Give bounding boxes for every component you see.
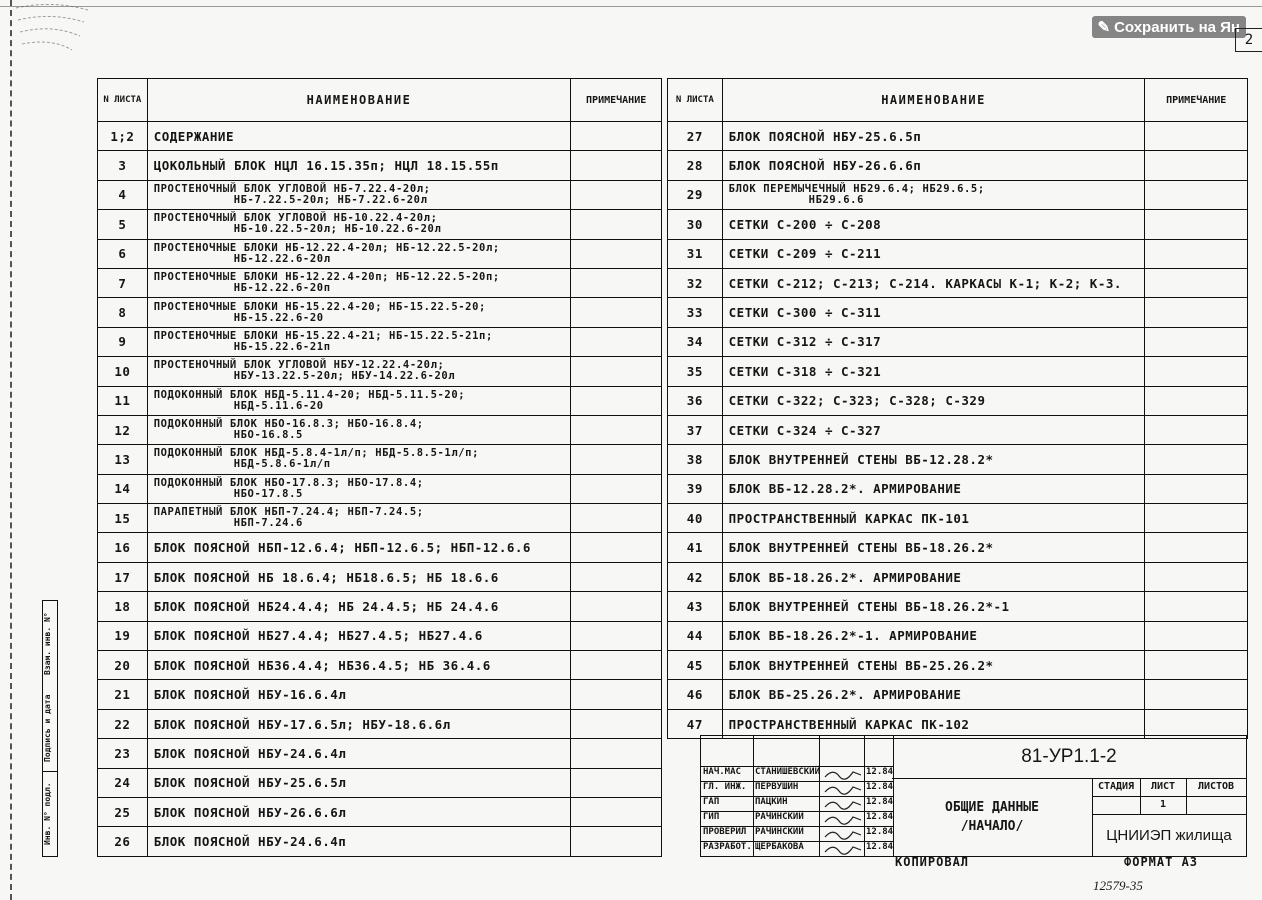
sheet-title: БЛОК ВБ-25.26.2*. АРМИРОВАНИЕ: [722, 680, 1145, 709]
staff-name: РАЧИНСКИЙ: [755, 827, 804, 837]
sheet-title: БЛОК ВНУТРЕННЕЙ СТЕНЫ ВБ-25.26.2*: [722, 651, 1145, 680]
sheet-title-line-1: ПОДОКОННЫЙ БЛОК НБО-16.8.3; НБО-16.8.4;: [153, 418, 424, 431]
sheet-title: БЛОК ПОЯСНОЙ НБП-12.6.4; НБП-12.6.5; НБП-12.6.6: [147, 533, 571, 562]
sheet-title: БЛОК ПОЯСНОЙ НБУ-25.6.5л: [147, 768, 571, 797]
signature-scribble: [823, 798, 863, 810]
sheet-note: [1145, 533, 1248, 562]
sheet-number: 42: [668, 562, 723, 591]
desc-line-1: ОБЩИЕ ДАННЫЕ: [945, 800, 1039, 815]
table-row: [98, 357, 662, 386]
table-row: [98, 768, 662, 797]
sheet-title-line-2: НБП-7.24.6: [233, 517, 303, 530]
staff-name: ПЕРВУШИН: [755, 782, 799, 792]
table-row: [98, 415, 662, 444]
title-block: [700, 735, 1248, 855]
sheet-title: СЕТКИ С-300 ÷ С-311: [722, 298, 1145, 327]
approval-sidebar: [42, 600, 58, 857]
sheet-number: 33: [668, 298, 723, 327]
table-row: [668, 180, 1248, 209]
sheets-label: ЛИСТОВ: [1186, 778, 1246, 797]
sheet-number: 37: [668, 415, 723, 444]
staff-date: 12.84: [866, 842, 894, 852]
staff-name: РАЧИНСКИЙ: [755, 812, 804, 822]
sheet-title: БЛОК ПОЯСНОЙ НБ 18.6.4; НБ18.6.5; НБ 18.6.6: [147, 562, 571, 591]
table-row: [98, 592, 662, 621]
staff-name: ЩЕРБАКОВА: [755, 842, 804, 852]
sheet-number: 11: [98, 386, 148, 415]
sheet-title-line-1: ПОДОКОННЫЙ БЛОК НБД-5.8.4-1л/п; НБД-5.8.5-1л/п;: [153, 447, 480, 460]
sheet-number: 8: [98, 298, 148, 327]
sheet-note: [571, 621, 662, 650]
sheets-value: [1186, 796, 1246, 814]
sheet-title-line-1: ПРОСТЕНОЧНЫЙ БЛОК УГЛОВОЙ НБУ-12.22.4-20л;: [153, 359, 445, 372]
sheet-title-line-2: НБ-10.22.5-20л; НБ-10.22.6-20л: [233, 223, 442, 236]
sheet-note: [571, 268, 662, 297]
staff-role: НАЧ.МАС: [703, 767, 741, 777]
table-row: [98, 298, 662, 327]
sheet-note: [1145, 562, 1248, 591]
sheet-note: [571, 739, 662, 768]
sheet-number: 44: [668, 621, 723, 650]
sheet-number: 24: [98, 768, 148, 797]
col-name: НАИМЕНОВАНИЕ: [147, 79, 571, 122]
sheet-number: 35: [668, 357, 723, 386]
staff-date: 12.84: [866, 782, 894, 792]
sheet-title-line-2: НБ-15.22.6-21п: [233, 340, 331, 353]
table-row: [668, 357, 1248, 386]
sheet-title: БЛОК ВНУТРЕННЕЙ СТЕНЫ ВБ-18.26.2*: [722, 533, 1145, 562]
sheet-title: [147, 327, 571, 356]
sheet-title-line-1: ПРОСТЕНОЧНЫЕ БЛОКИ НБ-12.22.4-20п; НБ-12.22.5-20п;: [153, 271, 500, 284]
staff-role: ГАП: [703, 797, 720, 807]
sheet-title-line-2: НБ29.6.6: [808, 193, 865, 206]
col-name: НАИМЕНОВАНИЕ: [722, 79, 1145, 122]
sheet-number: 7: [98, 268, 148, 297]
sheet-title: [147, 445, 571, 474]
signature-scribble: [823, 768, 863, 780]
sheet-title: СЕТКИ С-312 ÷ С-317: [722, 327, 1145, 356]
sheet-number: 17: [98, 562, 148, 591]
staff-date: 12.84: [866, 797, 894, 807]
table-row: [668, 562, 1248, 591]
sheet-title: [147, 415, 571, 444]
sheet-title: СЕТКИ С-324 ÷ С-327: [722, 415, 1145, 444]
sheet-title-line-1: ПРОСТЕНОЧНЫЕ БЛОКИ НБ-12.22.4-20л; НБ-12.22.5-20л;: [153, 241, 500, 254]
sheet-title-line-1: ПОДОКОННЫЙ БЛОК НБД-5.11.4-20; НБД-5.11.5-20;: [153, 388, 466, 401]
sheet-title: [722, 180, 1145, 209]
sidebar-inv-number: Взам. инв. N°: [43, 612, 52, 675]
table-row: [98, 180, 662, 209]
sheet-number: 45: [668, 651, 723, 680]
staff-date: 12.84: [866, 812, 894, 822]
sheet-number: 28: [668, 151, 723, 180]
table-row: [668, 151, 1248, 180]
organization: ЦНИИЭП жилища: [1092, 814, 1246, 857]
sheet-note: [1145, 298, 1248, 327]
sheet-number: 25: [98, 797, 148, 826]
table-row: [98, 562, 662, 591]
sheet-title-line-1: ПРОСТЕНОЧНЫЕ БЛОКИ НБ-15.22.4-21; НБ-15.22.5-21п;: [153, 329, 493, 342]
sheet-title: БЛОК ПОЯСНОЙ НБУ-25.6.5п: [722, 122, 1145, 151]
document-code: 81-УР1.1-2: [892, 736, 1246, 779]
table-row: [98, 827, 662, 856]
sidebar-original-inv: Инв. N° подл.: [43, 771, 57, 857]
sheet-title: [147, 268, 571, 297]
sheet-value: 1: [1140, 796, 1187, 814]
staff-role: РАЗРАБОТ.: [703, 842, 752, 852]
sheet-number: 21: [98, 680, 148, 709]
sheet-number: 47: [668, 709, 723, 738]
sheet-number: 46: [668, 680, 723, 709]
sheet-note: [1145, 415, 1248, 444]
table-row: [98, 739, 662, 768]
sheet-number: 41: [668, 533, 723, 562]
sheet-number: 40: [668, 504, 723, 533]
sheet-note: [1145, 386, 1248, 415]
sheet-note: [571, 210, 662, 239]
sheet-note: [1145, 327, 1248, 356]
col-sheet-number: N ЛИСТА: [98, 79, 148, 122]
table-row: [668, 592, 1248, 621]
inventory-number: 12579-35: [1093, 878, 1143, 893]
staff-date: 12.84: [866, 767, 894, 777]
sheet-number: 16: [98, 533, 148, 562]
table-row: [98, 797, 662, 826]
table-header-row: [98, 79, 662, 122]
sheet-number: 15: [98, 504, 148, 533]
sheet-number: 9: [98, 327, 148, 356]
sheet-title-line-2: НБ-12.22.6-20п: [233, 282, 331, 295]
grid-divider: [864, 736, 865, 856]
col-sheet-number: N ЛИСТА: [668, 79, 723, 122]
table-row: [668, 298, 1248, 327]
sheet-title-line-1: ПРОСТЕНОЧНЫЕ БЛОКИ НБ-15.22.4-20; НБ-15.22.5-20;: [153, 300, 486, 313]
sheet-title: [147, 239, 571, 268]
signature-scribble: [823, 828, 863, 840]
staff-date: 12.84: [866, 827, 894, 837]
table-row: [98, 445, 662, 474]
sheet-number: 43: [668, 592, 723, 621]
sheet-title: БЛОК ПОЯСНОЙ НБУ-26.6.6п: [722, 151, 1145, 180]
table-row: [668, 386, 1248, 415]
sheet-note: [571, 180, 662, 209]
sheet-title: БЛОК ПОЯСНОЙ НБУ-16.6.4л: [147, 680, 571, 709]
contents-table-right: [667, 78, 1248, 739]
table-row: [668, 621, 1248, 650]
sheet-title: [147, 386, 571, 415]
sheet-title: ПРОСТРАНСТВЕННЫЙ КАРКАС ПК-102: [722, 709, 1145, 738]
sheet-title-line-1: ПАРАПЕТНЫЙ БЛОК НБП-7.24.4; НБП-7.24.5;: [153, 506, 424, 519]
save-to-yandex-button[interactable]: ✎ Сохранить на Ян: [1092, 16, 1246, 38]
sheet-number: 20: [98, 651, 148, 680]
sheet-title-line-2: НБ-12.22.6-20л: [233, 252, 331, 265]
sheet-title: СОДЕРЖАНИЕ: [147, 122, 571, 151]
sheet-title: [147, 180, 571, 209]
sheet-number: 14: [98, 474, 148, 503]
sheet-title: СЕТКИ С-322; С-323; С-328; С-329: [722, 386, 1145, 415]
sheet-number: 39: [668, 474, 723, 503]
sheet-title-line-2: НБО-16.8.5: [233, 429, 303, 442]
sheet-note: [571, 768, 662, 797]
table-row: [98, 504, 662, 533]
sheet-title: СЕТКИ С-318 ÷ С-321: [722, 357, 1145, 386]
sheet-number: 38: [668, 445, 723, 474]
sheet-title: БЛОК ВНУТРЕННЕЙ СТЕНЫ ВБ-18.26.2*-1: [722, 592, 1145, 621]
signature-scribble: [823, 783, 863, 795]
sheet-note: [571, 709, 662, 738]
sheet-top-edge: [0, 6, 1262, 7]
signature-scribble: [823, 843, 863, 855]
copied-by-label: КОПИРОВАЛ: [895, 855, 970, 869]
sheet-number-corner: 2: [1235, 28, 1262, 52]
grid-divider: [819, 736, 820, 856]
sheet-title-line-2: НБО-17.8.5: [233, 487, 303, 500]
table-row: [98, 151, 662, 180]
stage-value: [1092, 796, 1141, 814]
sheet-note: [571, 680, 662, 709]
table-row: [98, 327, 662, 356]
table-row: [668, 415, 1248, 444]
sheet-note: [1145, 592, 1248, 621]
sheet-number: 6: [98, 239, 148, 268]
sheet-title: БЛОК ВБ-18.26.2*. АРМИРОВАНИЕ: [722, 562, 1145, 591]
sheet-note: [571, 562, 662, 591]
sheet-title: [147, 357, 571, 386]
table-row: [98, 533, 662, 562]
table-row: [98, 474, 662, 503]
staff-role: ГЛ. ИНЖ.: [703, 782, 747, 792]
sheet-note: [1145, 474, 1248, 503]
sheet-title: БЛОК ВНУТРЕННЕЙ СТЕНЫ ВБ-12.28.2*: [722, 445, 1145, 474]
staff-role: ПРОВЕРИЛ: [703, 827, 747, 837]
sheet-note: [571, 651, 662, 680]
sheet-title: БЛОК ПОЯСНОЙ НБУ-24.6.4п: [147, 827, 571, 856]
sheet-number: 23: [98, 739, 148, 768]
sheet-title-line-2: НБ-15.22.6-20: [233, 311, 324, 324]
table-row: [668, 268, 1248, 297]
table-row: [668, 210, 1248, 239]
sheet-number: 29: [668, 180, 723, 209]
sheet-note: [571, 533, 662, 562]
table-row: [98, 709, 662, 738]
sheet-note: [571, 474, 662, 503]
sheet-number: 1;2: [98, 122, 148, 151]
sheet-note: [571, 386, 662, 415]
sheet-note: [571, 504, 662, 533]
sheet-note: [1145, 621, 1248, 650]
sheet-number: 26: [98, 827, 148, 856]
sheet-title: БЛОК ПОЯСНОЙ НБУ-17.6.5л; НБУ-18.6.6л: [147, 709, 571, 738]
sheet-note: [1145, 357, 1248, 386]
stage-sheet-block: [1092, 778, 1246, 814]
table-row: [98, 621, 662, 650]
save-icon: ✎: [1097, 19, 1111, 36]
sheet-number: 34: [668, 327, 723, 356]
sheet-note: [571, 357, 662, 386]
sheet-note: [571, 151, 662, 180]
sheet-number: 12: [98, 415, 148, 444]
sheet-number: 19: [98, 621, 148, 650]
sheet-title-line-2: НБУ-13.22.5-20л; НБУ-14.22.6-20л: [233, 370, 456, 383]
binding-edge: [10, 0, 14, 900]
sheet-note: [571, 797, 662, 826]
table-row: [98, 122, 662, 151]
staff-role: ГИП: [703, 812, 720, 822]
sheet-note: [571, 445, 662, 474]
sheet-note: [1145, 122, 1248, 151]
sheet-number: 30: [668, 210, 723, 239]
title-main: [892, 735, 1247, 857]
table-row: [668, 445, 1248, 474]
sheet-title: [147, 474, 571, 503]
sheet-number: 3: [98, 151, 148, 180]
sheet-note: [1145, 180, 1248, 209]
sheet-note: [1145, 151, 1248, 180]
staff-name: СТАНИШЕВСКИЙ: [755, 767, 821, 777]
table-header-row: [668, 79, 1248, 122]
sheet-note: [1145, 268, 1248, 297]
sheet-note: [1145, 504, 1248, 533]
sheet-title-line-1: ПОДОКОННЫЙ БЛОК НБО-17.8.3; НБО-17.8.4;: [153, 476, 424, 489]
sheet-title: БЛОК ПОЯСНОЙ НБУ-24.6.4л: [147, 739, 571, 768]
table-row: [668, 327, 1248, 356]
sheet-note: [1145, 210, 1248, 239]
sheet-number: 32: [668, 268, 723, 297]
table-row: [668, 533, 1248, 562]
sheet-note: [1145, 239, 1248, 268]
sheet-note: [571, 239, 662, 268]
table-row: [98, 239, 662, 268]
format-label: ФОРМАТ А3: [1124, 855, 1199, 869]
table-row: [668, 122, 1248, 151]
sheet-title: [147, 298, 571, 327]
col-note: ПРИМЕЧАНИЕ: [571, 79, 662, 122]
sheet-title: [147, 210, 571, 239]
table-row: [98, 386, 662, 415]
sheet-title: СЕТКИ С-200 ÷ С-208: [722, 210, 1145, 239]
sheet-title: БЛОК ПОЯСНОЙ НБУ-26.6.6л: [147, 797, 571, 826]
sheet-title: ПРОСТРАНСТВЕННЫЙ КАРКАС ПК-101: [722, 504, 1145, 533]
sheet-title-line-1: БЛОК ПЕРЕМЫЧЕЧНЫЙ НБ29.6.4; НБ29.6.5;: [728, 182, 985, 195]
sheet-title: СЕТКИ С-209 ÷ С-211: [722, 239, 1145, 268]
sheet-title-line-2: НБД-5.11.6-20: [233, 399, 324, 412]
sheet-number: 18: [98, 592, 148, 621]
sheet-note: [571, 122, 662, 151]
sheet-note: [571, 415, 662, 444]
table-row: [98, 268, 662, 297]
sheet-title-line-1: ПРОСТЕНОЧНЫЙ БЛОК УГЛОВОЙ НБ-7.22.4-20л;: [153, 182, 431, 195]
archive-stamp: [12, 0, 92, 70]
sheet-title-line-2: НБД-5.8.6-1л/п: [233, 458, 331, 471]
desc-line-2: /НАЧАЛО/: [960, 819, 1024, 834]
sheet-number: 4: [98, 180, 148, 209]
table-row: [668, 474, 1248, 503]
sheet-label: ЛИСТ: [1140, 778, 1187, 797]
sheet-number: 22: [98, 709, 148, 738]
sheet-number: 36: [668, 386, 723, 415]
sheet-number: 13: [98, 445, 148, 474]
sheet-number: 27: [668, 122, 723, 151]
sidebar-signature-date: Подпись и дата: [43, 686, 57, 772]
table-row: [98, 651, 662, 680]
sheet-title: БЛОК ПОЯСНОЙ НБ27.4.4; НБ27.4.5; НБ27.4.6: [147, 621, 571, 650]
document-description: [892, 778, 1093, 856]
table-row: [98, 680, 662, 709]
sheet-title-line-1: ПРОСТЕНОЧНЫЙ БЛОК УГЛОВОЙ НБ-10.22.4-20л;: [153, 212, 438, 225]
staff-grid: [700, 735, 894, 857]
sheet-note: [571, 298, 662, 327]
table-row: [98, 210, 662, 239]
table-row: [668, 651, 1248, 680]
sheet-title: ЦОКОЛЬНЫЙ БЛОК НЦЛ 16.15.35п; НЦЛ 18.15.55п: [147, 151, 571, 180]
sheet-note: [571, 327, 662, 356]
staff-name: ПАЦКИН: [755, 797, 788, 807]
table-row: [668, 504, 1248, 533]
contents-table-left: [97, 78, 662, 857]
sheet-title: БЛОК ВБ-18.26.2*-1. АРМИРОВАНИЕ: [722, 621, 1145, 650]
sheet-title-line-2: НБ-7.22.5-20л; НБ-7.22.6-20л: [233, 193, 428, 206]
sheet-title: СЕТКИ С-212; С-213; С-214. КАРКАСЫ К-1; К-2; К-3.: [722, 268, 1145, 297]
sheet-title: БЛОК ПОЯСНОЙ НБ36.4.4; НБ36.4.5; НБ 36.4.6: [147, 651, 571, 680]
sheet-note: [1145, 680, 1248, 709]
sheet-note: [571, 827, 662, 856]
sheet-title: БЛОК ВБ-12.28.2*. АРМИРОВАНИЕ: [722, 474, 1145, 503]
sheet-title: [147, 504, 571, 533]
sheet-note: [1145, 651, 1248, 680]
sheet-number: 5: [98, 210, 148, 239]
sheet-note: [1145, 445, 1248, 474]
sheet-number: 10: [98, 357, 148, 386]
col-note: ПРИМЕЧАНИЕ: [1145, 79, 1248, 122]
stage-label: СТАДИЯ: [1092, 778, 1141, 797]
table-row: [668, 680, 1248, 709]
sheet-note: [571, 592, 662, 621]
sheet-number: 31: [668, 239, 723, 268]
table-row: [668, 239, 1248, 268]
sheet-title: БЛОК ПОЯСНОЙ НБ24.4.4; НБ 24.4.5; НБ 24.4.6: [147, 592, 571, 621]
signature-scribble: [823, 813, 863, 825]
grid-divider: [753, 736, 754, 856]
